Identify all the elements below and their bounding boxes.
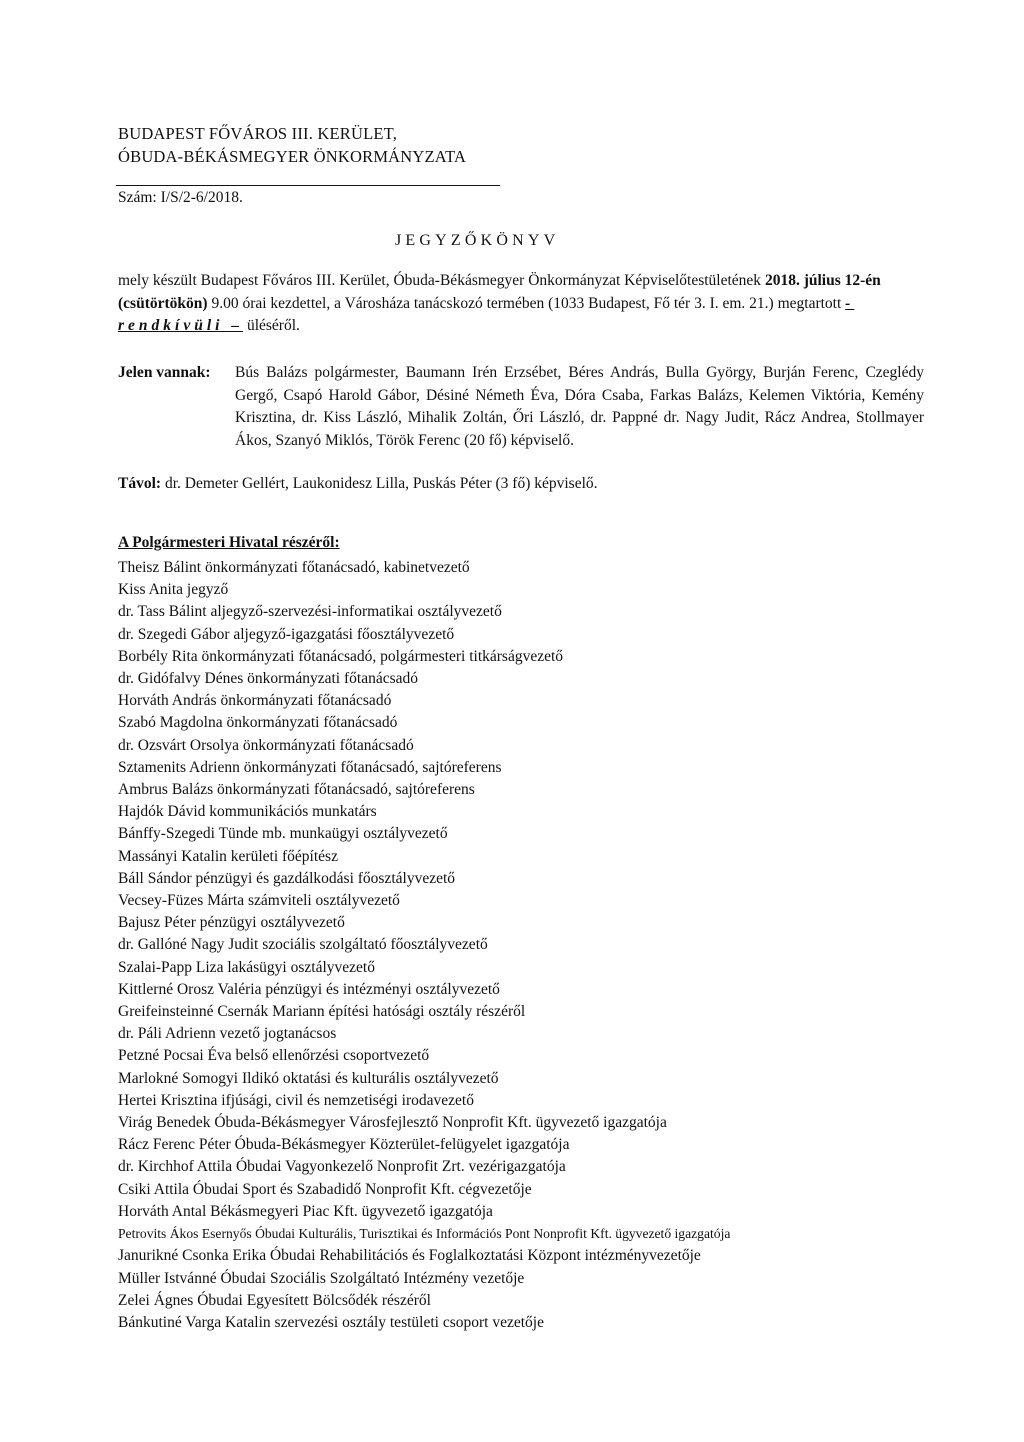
staff-list-item: Csiki Attila Óbudai Sport és Szabadidő Nonprofit Kft. cégvezetője — [118, 1180, 532, 1198]
staff-list-item: Bánffy-Szegedi Tünde mb. munkaügyi osztályvezető — [118, 825, 448, 843]
header-divider — [116, 185, 500, 186]
staff-list-item: Hertei Krisztina ifjúsági, civil és nemzetiségi irodavezető — [118, 1091, 474, 1109]
staff-list-item: dr. Ozsvárt Orsolya önkormányzati főtanácsadó — [118, 736, 414, 754]
staff-list-item: Szabó Magdolna önkormányzati főtanácsadó — [118, 714, 398, 732]
staff-list-item: Vecsey-Füzes Márta számviteli osztályvezető — [118, 892, 400, 910]
staff-list-item: Marlokné Somogyi Ildikó oktatási és kulturális osztályvezető — [118, 1069, 499, 1087]
staff-list-item: dr. Gidófalvy Dénes önkormányzati főtanácsadó — [118, 670, 419, 688]
staff-list-item: Massányi Katalin kerületi főépítész — [118, 847, 338, 865]
staff-list-item: dr. Kirchhof Attila Óbudai Vagyonkezelő Nonprofit Zrt. vezérigazgatója — [118, 1158, 566, 1176]
staff-list-item: dr. Szegedi Gábor aljegyző-igazgatási főosztályvezető — [118, 625, 455, 643]
staff-list-item: Hajdók Dávid kommunikációs munkatárs — [118, 803, 377, 821]
staff-list-item: Zelei Ágnes Óbudai Egyesített Bölcsődék részéről — [118, 1291, 431, 1309]
absent-label: Távol: — [118, 475, 162, 492]
staff-list-item: dr. Páli Adrienn vezető jogtanácsos — [118, 1025, 337, 1043]
present-section — [118, 362, 924, 452]
letterhead — [118, 122, 466, 168]
staff-list-item: Rácz Ferenc Péter Óbuda-Békásmegyer Közterület-felügyelet igazgatója — [118, 1136, 570, 1154]
staff-list-item: Greifeinsteinné Csernák Mariann építési hatósági osztály részéről — [118, 1003, 526, 1021]
staff-list-item: Janurikné Csonka Erika Óbudai Rehabilitációs és Foglalkoztatási Központ intézményvezetője — [118, 1247, 701, 1265]
intro-paragraph — [118, 270, 918, 338]
staff-list-item: Horváth András önkormányzati főtanácsadó — [118, 692, 392, 710]
present-members: Bús Balázs polgármester, Baumann Irén Erzsébet, Béres András, Bulla György, Burján Ferenc, Czeglédy Gergő, Csapó Harold Gábor, Désiné Németh Éva, Dóra Csaba, Farkas Balázs, Kelemen Viktória, Kemény Krisztina, dr. Kiss László, Mihalik Zoltán, Őri László, dr. Pappné dr. Nagy Judit, Rácz Andrea, Stollmayer Ákos, Szanyó Miklós, Török Ferenc (20 fő) képviselő. — [235, 364, 924, 449]
intro-text-2: 9.00 órai kezdettel, a Városháza tanácskozó termében (1033 Budapest, Fő tér 3. I. em. 21.) megtartott — [207, 294, 846, 312]
document-title: JEGYZŐKÖNYV — [395, 232, 560, 249]
document-number: Szám: I/S/2-6/2018. — [118, 189, 243, 206]
staff-list-item: Sztamenits Adrienn önkormányzati főtanácsadó, sajtóreferens — [118, 758, 502, 776]
staff-list-item: Petzné Pocsai Éva belső ellenőrzési csoportvezető — [118, 1047, 430, 1065]
letterhead-line-2: ÓBUDA-BÉKÁSMEGYER ÖNKORMÁNYZATA — [118, 147, 467, 166]
staff-list-item: Müller Istvánné Óbudai Szociális Szolgáltató Intézmény vezetője — [118, 1269, 525, 1287]
present-label: Jelen vannak: — [118, 364, 211, 381]
staff-list-item: Kittlerné Orosz Valéria pénzügyi és intézményi osztályvezető — [118, 980, 500, 998]
session-type: - rendkívüli – — [118, 294, 855, 334]
office-section-title: A Polgármesteri Hivatal részéről: — [118, 534, 340, 551]
staff-list-item: Horváth Antal Békásmegyeri Piac Kft. ügyvezető igazgatója — [118, 1202, 493, 1220]
staff-list-item: Kiss Anita jegyző — [118, 581, 229, 599]
staff-list-item: Theisz Bálint önkormányzati főtanácsadó, kabinetvezető — [118, 559, 470, 576]
staff-list-item: Bajusz Péter pénzügyi osztályvezető — [118, 914, 345, 932]
meeting-date: 2018. július 12-én (csütörtökön) — [118, 272, 881, 312]
letterhead-line-1: BUDAPEST FŐVÁROS III. KERÜLET, — [118, 124, 398, 143]
staff-list-item: Szalai-Papp Liza lakásügyi osztályvezető — [118, 958, 375, 976]
intro-text-1: mely készült Budapest Főváros III. Kerület, Óbuda-Békásmegyer Önkormányzat Képviselőtestületének — [118, 272, 765, 289]
absent-section — [118, 475, 598, 493]
staff-list-item: Virág Benedek Óbuda-Békásmegyer Városfejlesztő Nonprofit Kft. ügyvezető igazgatója — [118, 1114, 667, 1132]
absent-members: dr. Demeter Gellért, Laukonidesz Lilla, Puskás Péter (3 fő) képviselő. — [161, 475, 598, 492]
staff-list-item: Petrovits Ákos Esernyős Óbudai Kulturális, Turisztikai és Információs Pont Nonprofit Kft. ügyvezető igazgatója — [118, 1226, 731, 1242]
staff-list-item: Báll Sándor pénzügyi és gazdálkodási főosztályvezető — [118, 869, 456, 887]
staff-list — [118, 557, 918, 1334]
staff-list-item: dr. Tass Bálint aljegyző-szervezési-informatikai osztályvezető — [118, 603, 502, 621]
intro-text-3: üléséről. — [243, 317, 300, 334]
staff-list-item: Borbély Rita önkormányzati főtanácsadó, polgármesteri titkárságvezető — [118, 647, 564, 665]
staff-list-item: dr. Gallóné Nagy Judit szociális szolgáltató főosztályvezető — [118, 936, 488, 954]
staff-list-item: Ambrus Balázs önkormányzati főtanácsadó, sajtóreferens — [118, 781, 475, 799]
staff-list-item: Bánkutiné Varga Katalin szervezési osztály testületi csoport vezetője — [118, 1313, 544, 1331]
